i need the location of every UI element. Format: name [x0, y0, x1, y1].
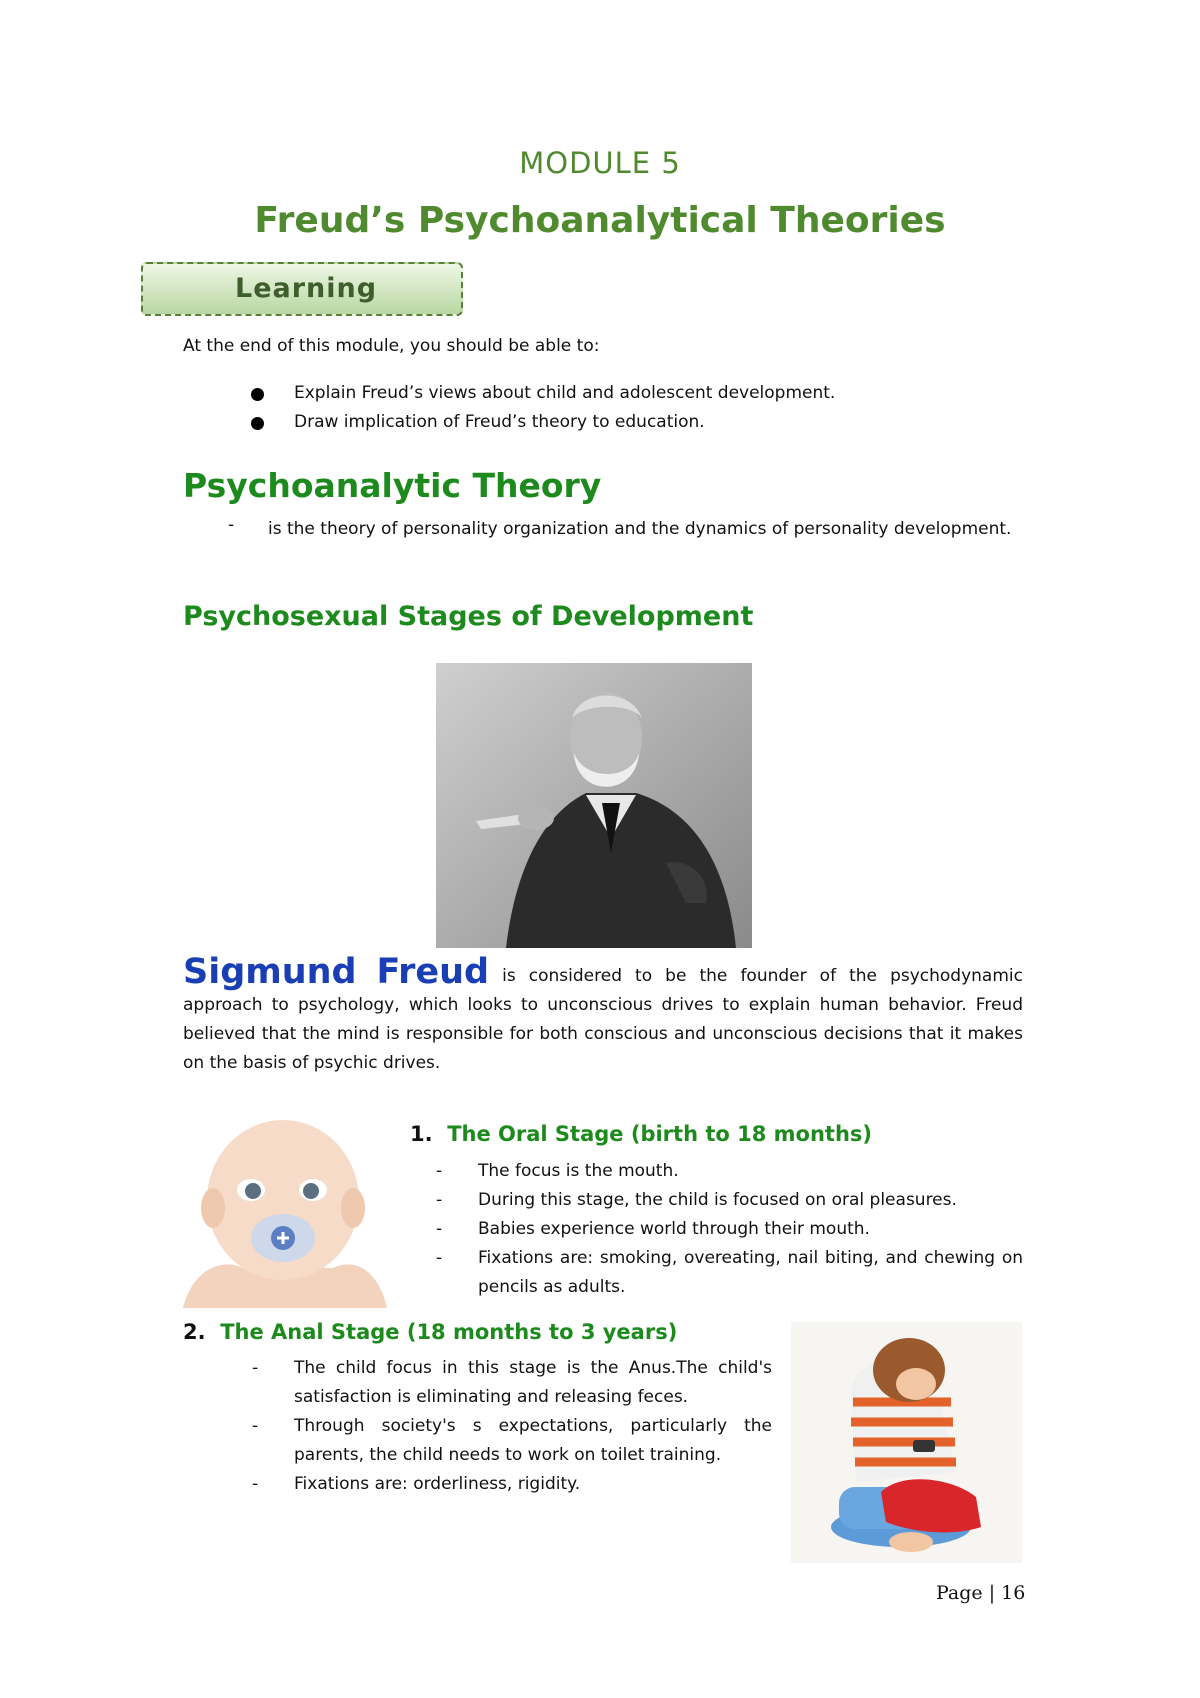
oral-stage-title: The Oral Stage (birth to 18 months)	[447, 1122, 872, 1146]
anal-stage-title: The Anal Stage (18 months to 3 years)	[220, 1320, 678, 1344]
oral-stage-number: 1.	[410, 1122, 433, 1146]
module-label: MODULE 5	[519, 146, 681, 180]
oral-stage-heading	[410, 1122, 872, 1146]
anal-stage-heading	[183, 1320, 677, 1344]
baby-pacifier-image	[183, 1118, 387, 1308]
stages-heading: Psychosexual Stages of Development	[183, 601, 754, 632]
document-page: MODULE 5 Freud’s Psychoanalytical Theories Learning At the end of this module, you should be able to: Explain Freud’s views about child and adolescent development. Draw implication of Freud’s theory to education. Psychoanalytic Theory - is the theory of personality organization and the dynamics of personality development. Psychosexual Stages of Development Sigmund Freud is considered to be the founder of the psychodynamic approach to psychology, which looks to unconscious drives to explain human behavior. Freud believed that the mind is responsible for both conscious and unconscious decisions that it makes on the basis of psychic drives. 1. The Oral Stage (birth to 18 months) - The focus is the mouth. - During this stage, the child is focused on oral pleasures. - Babies experience world through their mouth. - Fixations are: smoking, overeating, nail biting, and chewing on pencils as adults. 2. The Anal Stage (18 months to 3 years) - The child focus in this stage is the Anus.The child's satisfaction is eliminating and releasing feces. - Through society's s expectations, particularly the parents, the child needs to work on toilet training. - Fixations are: orderliness, rigidity. Page | 16	[0, 0, 1200, 1698]
list-item: - Fixations are: orderliness, rigidity.	[252, 1474, 581, 1494]
anal-stage-list	[252, 1354, 772, 1499]
oral-stage-list	[436, 1157, 1023, 1302]
objectives-intro: At the end of this module, you should be able to:	[183, 336, 600, 356]
freud-portrait-image	[436, 663, 752, 948]
learning-banner: Learning	[141, 262, 463, 316]
definition-dash: -	[228, 515, 235, 535]
list-item: - Through society's s expectations, particularly the parents, the child needs to work on toilet training.	[252, 1416, 772, 1465]
freud-paragraph	[183, 952, 1023, 1078]
psychoanalytic-theory-heading: Psychoanalytic Theory	[183, 466, 602, 505]
toddler-potty-image	[791, 1322, 1022, 1563]
bullet-icon	[251, 417, 264, 430]
theory-definition: is the theory of personality organization and the dynamics of personality development.	[268, 519, 1012, 539]
freud-name: Sigmund Freud	[183, 952, 490, 992]
list-item: - During this stage, the child is focused on oral pleasures.	[436, 1190, 957, 1210]
freud-description: is considered to be the founder of the psychodynamic approach to psychology, which looks to unconscious drives to explain human behavior. Freud believed that the mind is responsible for both conscious and unconscious decisions that it makes on the basis of psychic drives.	[183, 966, 1023, 1073]
list-item: - Fixations are: smoking, overeating, nail biting, and chewing on pencils as adults.	[436, 1248, 1023, 1297]
list-item: - The focus is the mouth.	[436, 1161, 679, 1181]
anal-stage-number: 2.	[183, 1320, 206, 1344]
bullet-icon	[251, 388, 264, 401]
page-number-footer: Page | 16	[936, 1582, 1026, 1604]
list-item: - The child focus in this stage is the Anus.The child's satisfaction is eliminating and releasing feces.	[252, 1358, 772, 1407]
page-title: Freud’s Psychoanalytical Theories	[254, 200, 946, 241]
list-item: - Babies experience world through their mouth.	[436, 1219, 870, 1239]
